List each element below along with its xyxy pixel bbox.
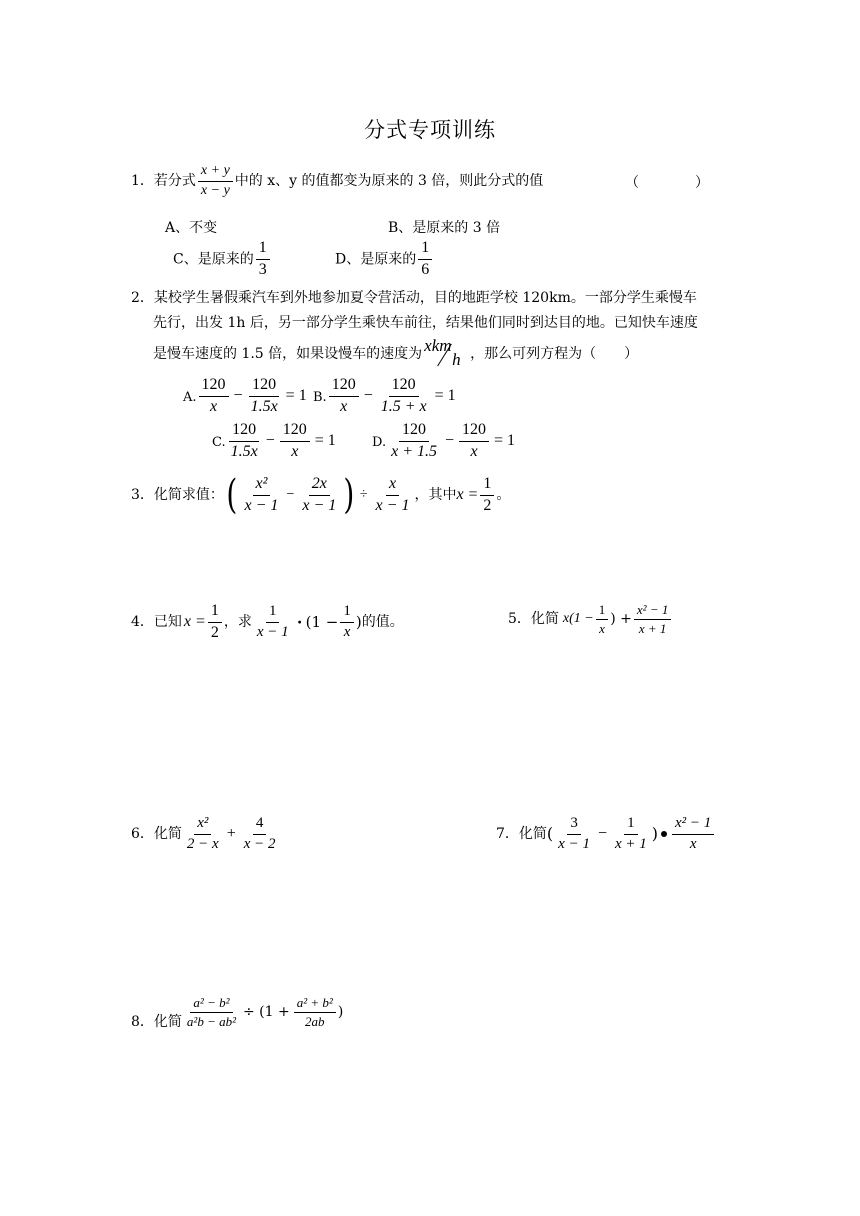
fraction bbox=[254, 604, 292, 641]
fraction bbox=[299, 476, 339, 515]
fraction bbox=[612, 816, 650, 853]
numerator: x² − 1 bbox=[634, 603, 671, 620]
numerator: 120 bbox=[459, 422, 489, 442]
expression-part: ÷ (1 + bbox=[243, 1004, 290, 1021]
expression bbox=[182, 996, 343, 1028]
numerator: 1 bbox=[266, 604, 280, 623]
variable-assignment: x = bbox=[183, 613, 206, 631]
minus-sign: − bbox=[363, 387, 373, 405]
expression-part: ) bbox=[355, 613, 362, 632]
multiply-dot: · bbox=[296, 612, 303, 633]
option-c bbox=[173, 240, 272, 279]
divide-sign: ÷ bbox=[359, 487, 368, 502]
numerator: 1 bbox=[208, 603, 222, 623]
fraction bbox=[199, 377, 229, 416]
numerator: 1 bbox=[256, 240, 270, 260]
numerator: 120 bbox=[199, 377, 229, 397]
expression-part: (1 − bbox=[305, 613, 339, 632]
question-2-line-1 bbox=[131, 288, 697, 308]
minus-sign: − bbox=[597, 825, 607, 843]
numerator: a² + b² bbox=[294, 996, 336, 1013]
fraction bbox=[418, 240, 432, 279]
fraction bbox=[634, 603, 671, 635]
denominator: 1.5x bbox=[250, 397, 278, 415]
minus-sign: − bbox=[233, 387, 243, 405]
option-a: A、不变 bbox=[165, 220, 218, 236]
equation-rhs: = 1 bbox=[285, 387, 307, 405]
equation-rhs: = 1 bbox=[314, 432, 336, 450]
numerator: 120 bbox=[249, 377, 279, 397]
denominator: x − 2 bbox=[243, 835, 276, 852]
left-parenthesis: ( bbox=[226, 472, 238, 518]
numerator: x² bbox=[194, 816, 211, 835]
numerator: x² − 1 bbox=[672, 816, 714, 835]
page-title: 分式专项训练 bbox=[364, 118, 496, 142]
numerator: 120 bbox=[329, 377, 359, 397]
numerator: 120 bbox=[280, 422, 310, 442]
expression-part: x(1 − bbox=[562, 611, 594, 627]
expression-part: ( bbox=[546, 824, 554, 844]
fraction bbox=[241, 816, 279, 853]
question-2-line-2: 先行，出发 1h 后，另一部分学生乘快车前往，结果他们同时到达目的地。已知快车速度 bbox=[153, 315, 698, 331]
fraction bbox=[208, 603, 222, 642]
question-6 bbox=[131, 816, 281, 853]
numerator: 120 bbox=[389, 377, 419, 397]
fraction bbox=[248, 377, 281, 416]
question-3 bbox=[131, 472, 511, 518]
answer-blank: （ ） bbox=[625, 175, 709, 191]
denominator: x bbox=[291, 442, 299, 460]
fraction bbox=[480, 476, 494, 515]
question-number: 8． bbox=[131, 1014, 154, 1031]
question-2-line-3 bbox=[153, 336, 639, 369]
denominator: x − 1 bbox=[302, 496, 337, 514]
question-text: 。 bbox=[496, 487, 511, 503]
question-number: 3． bbox=[131, 487, 154, 503]
fraction bbox=[280, 422, 310, 461]
denominator: 2ab bbox=[305, 1013, 325, 1029]
denominator: x + 1 bbox=[638, 620, 667, 636]
right-parenthesis: ) bbox=[343, 472, 355, 518]
minus-sign: − bbox=[286, 487, 295, 502]
denominator: x − 1 bbox=[375, 496, 410, 514]
denominator: x bbox=[340, 397, 348, 415]
question-number: 2． bbox=[131, 290, 154, 306]
equation-rhs: = 1 bbox=[434, 387, 456, 405]
numerator: 1 bbox=[480, 476, 494, 496]
fraction bbox=[672, 816, 714, 853]
denominator: 2 bbox=[483, 496, 492, 514]
fraction bbox=[242, 476, 282, 515]
denominator: x − 1 bbox=[244, 496, 279, 514]
question-4 bbox=[131, 603, 404, 642]
fraction bbox=[340, 604, 354, 641]
option-label: C. bbox=[212, 434, 226, 450]
denominator: x bbox=[343, 623, 351, 640]
numerator: 120 bbox=[229, 422, 259, 442]
numerator: 3 bbox=[567, 816, 581, 835]
question-text: 已知 bbox=[153, 614, 182, 631]
question-5 bbox=[508, 603, 673, 635]
numerator: 1 bbox=[340, 604, 354, 623]
numerator: 1 bbox=[624, 816, 638, 835]
fraction bbox=[256, 240, 270, 279]
denominator: 1.5 + x bbox=[380, 397, 427, 415]
speed-unit bbox=[422, 336, 470, 369]
option-text: C、是原来的 bbox=[173, 251, 254, 268]
question-text: 化简 bbox=[530, 611, 559, 628]
unit-denominator: h bbox=[452, 350, 461, 369]
option-text: D、是原来的 bbox=[335, 251, 417, 268]
fraction bbox=[596, 603, 609, 635]
fraction bbox=[184, 996, 239, 1028]
fraction bbox=[373, 476, 413, 515]
question-7 bbox=[496, 816, 716, 853]
minus-sign: − bbox=[445, 432, 455, 450]
unit-numerator: xkm bbox=[424, 336, 452, 355]
option-c bbox=[212, 422, 339, 461]
question-text: 中的 x、y 的值都变为原来的 3 倍，则此分式的值 bbox=[234, 173, 544, 190]
fraction bbox=[388, 422, 440, 461]
question-number: 1． bbox=[131, 173, 154, 190]
fraction bbox=[184, 816, 222, 853]
fraction bbox=[228, 422, 261, 461]
question-text: 化简求值： bbox=[153, 487, 224, 503]
question-text: ，其中 bbox=[414, 487, 457, 503]
option-b: B、是原来的 3 倍 bbox=[388, 220, 501, 236]
denominator: x + 1.5 bbox=[391, 442, 437, 460]
denominator: x bbox=[689, 835, 697, 852]
question-1 bbox=[131, 164, 543, 198]
denominator: 2 bbox=[210, 623, 219, 641]
question-8 bbox=[131, 996, 343, 1034]
minus-sign: − bbox=[265, 432, 275, 450]
question-text: ，那么可列方程为（ ） bbox=[470, 346, 639, 362]
denominator: 6 bbox=[421, 260, 430, 278]
question-number: 7． bbox=[496, 826, 519, 843]
denominator: x bbox=[209, 397, 218, 415]
fraction bbox=[294, 996, 336, 1028]
numerator: 120 bbox=[399, 422, 429, 442]
denominator: 3 bbox=[258, 260, 267, 278]
numerator: x + y bbox=[198, 164, 233, 182]
numerator: a² − b² bbox=[190, 996, 232, 1013]
question-text: 化简 bbox=[518, 826, 547, 843]
option-b bbox=[313, 377, 459, 416]
denominator: x − 1 bbox=[558, 835, 590, 852]
question-text: 化简 bbox=[153, 826, 182, 843]
variable-assignment: x = bbox=[456, 486, 479, 503]
denominator: x bbox=[599, 620, 605, 636]
denominator: x − y bbox=[200, 182, 230, 198]
numerator: 4 bbox=[253, 816, 267, 835]
numerator: 2x bbox=[309, 476, 330, 496]
plus-sign: + bbox=[226, 825, 236, 843]
denominator: x + 1 bbox=[614, 835, 647, 852]
option-a bbox=[183, 377, 310, 416]
option-label: D. bbox=[372, 434, 387, 450]
denominator: 2 − x bbox=[186, 835, 219, 852]
denominator: x − 1 bbox=[256, 623, 289, 640]
option-label: A. bbox=[183, 389, 197, 405]
question-text: 的值。 bbox=[361, 614, 404, 631]
fraction bbox=[555, 816, 593, 853]
question-text: 化简 bbox=[153, 1014, 182, 1031]
fraction bbox=[378, 377, 430, 416]
expression-part: ) + bbox=[610, 611, 632, 628]
multiply-dot bbox=[661, 831, 667, 837]
option-d bbox=[372, 422, 518, 461]
fraction bbox=[329, 377, 359, 416]
numerator: 1 bbox=[596, 603, 609, 620]
expression-part: ) bbox=[337, 1004, 344, 1021]
numerator: x bbox=[386, 476, 399, 496]
option-d bbox=[335, 240, 434, 279]
equation-rhs: = 1 bbox=[494, 432, 516, 450]
fraction bbox=[459, 422, 489, 461]
numerator: 1 bbox=[418, 240, 432, 260]
option-label: B. bbox=[313, 389, 327, 405]
numerator: x² bbox=[253, 476, 271, 496]
question-text: ，求 bbox=[223, 614, 252, 631]
question-text: 某校学生暑假乘汽车到外地参加夏令营活动，目的地距学校 120km。一部分学生乘慢车 bbox=[153, 290, 697, 306]
question-number: 4． bbox=[131, 614, 154, 631]
expression-part: ) bbox=[651, 824, 659, 844]
fraction bbox=[198, 164, 233, 198]
question-number: 5． bbox=[508, 611, 531, 628]
question-text: 若分式 bbox=[153, 173, 196, 190]
denominator: a²b − ab² bbox=[186, 1013, 236, 1029]
denominator: 1.5x bbox=[230, 442, 258, 460]
question-number: 6． bbox=[131, 826, 154, 843]
question-text: 是慢车速度的 1.5 倍，如果设慢车的速度为 bbox=[153, 346, 423, 362]
denominator: x bbox=[470, 442, 478, 460]
